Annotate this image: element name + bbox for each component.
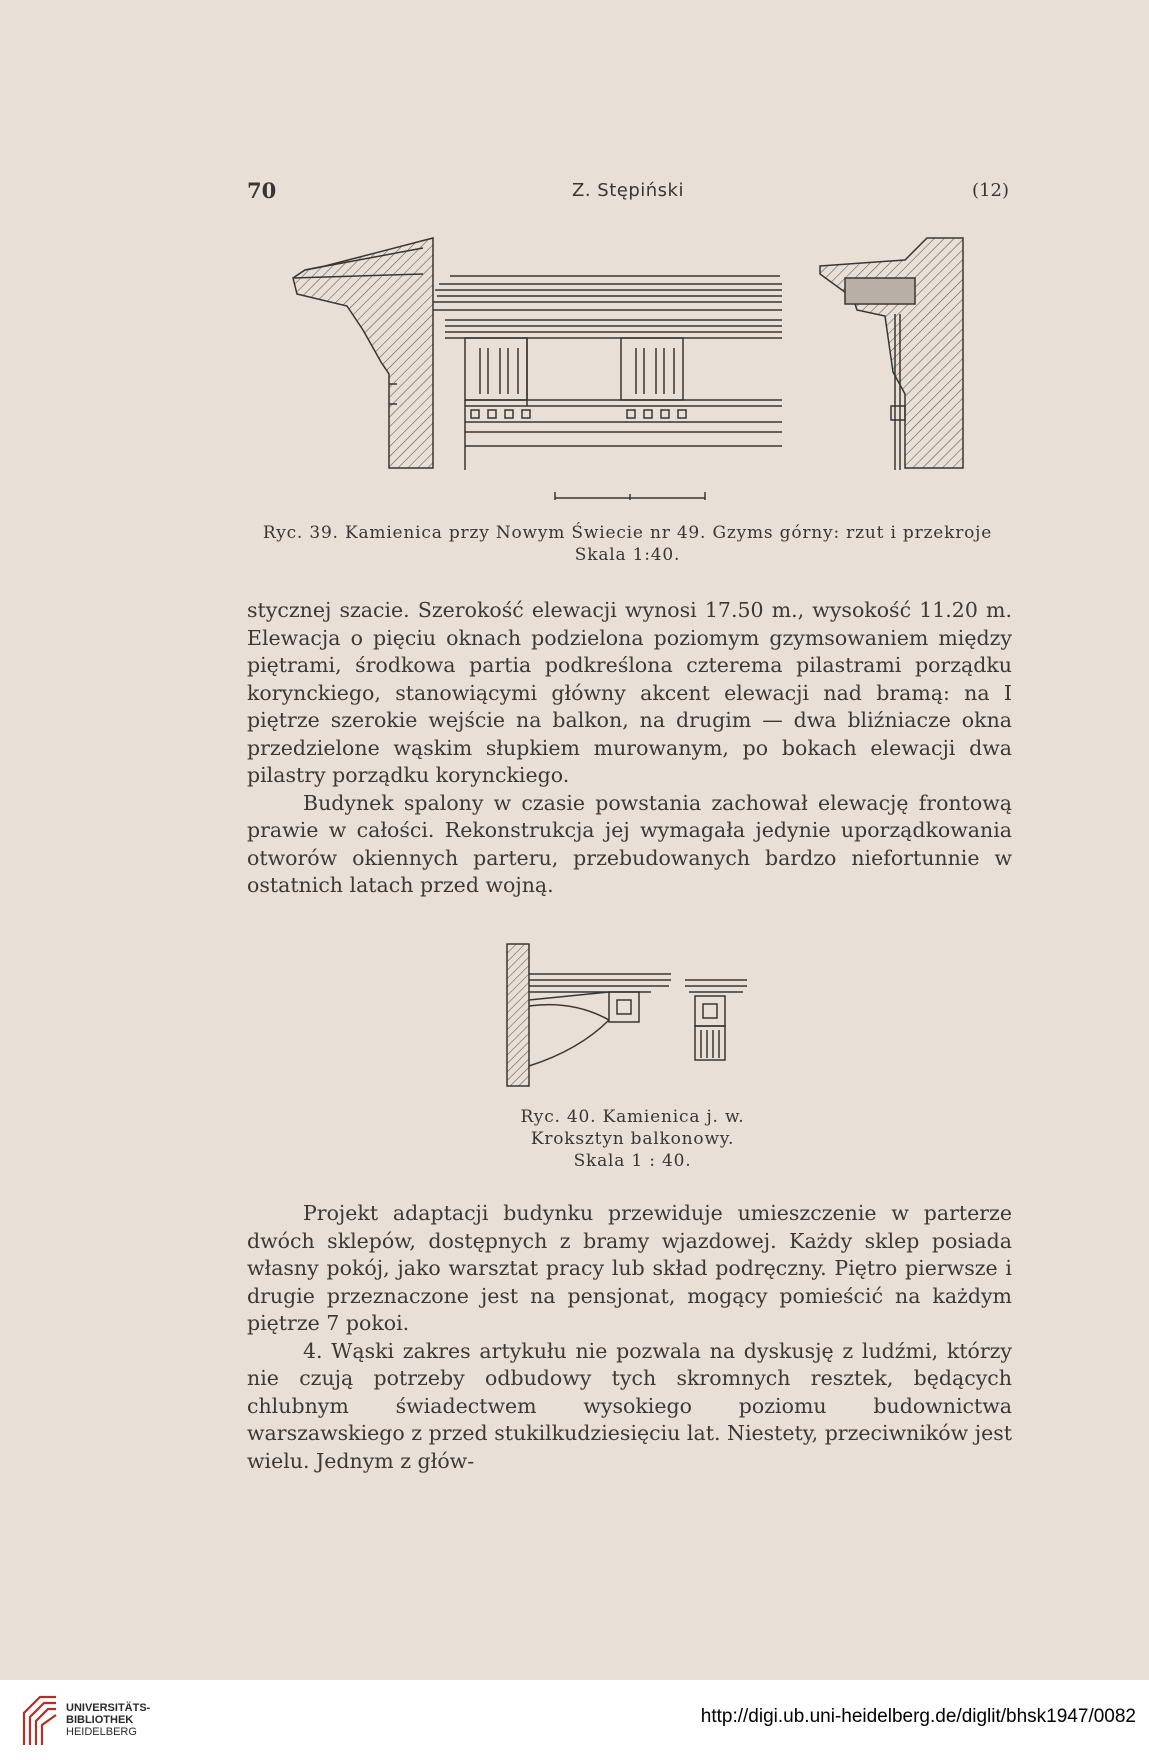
figure-40-caption-line3: Skala 1 : 40. — [573, 1151, 692, 1171]
paragraph: 4. Wąski zakres artykułu nie pozwala na dyskusję z ludźmi, którzy nie czują potrzeby odbudowy tych skromnych resztek, będących chlubnym świadectwem wysokiego poziomu budownictwa warszawskiego z przed stukilkudziesięciu lat. Niestety, przeciwników jest wielu. Jednym z głów- — [247, 1338, 1012, 1473]
figure-39-cornice-drawing — [285, 234, 985, 504]
figure-40-caption-line1: Ryc. 40. Kamienica j. w. — [520, 1107, 745, 1127]
library-name — [66, 1702, 150, 1738]
center-elevation — [433, 276, 782, 470]
left-section-profile — [293, 238, 433, 468]
right-section-profile — [820, 238, 963, 470]
bracket-drawing-svg — [503, 940, 763, 1090]
paragraph: Projekt adaptacji budynku przewiduje umieszczenie w parterze dwóch sklepów, dostępnych z bramy wjazdowej. Każdy sklep posiada własny pokój, jako warsztat pracy lub skład podręczny. Piętro pierwsze i drugie przeznaczone jest na pensjonat, mogący pomieścić na każdym piętrze 7 pokoi. — [247, 1201, 1012, 1335]
figure-39-caption-line2: Skala 1:40. — [574, 545, 681, 565]
body-text-section-a — [247, 597, 1012, 900]
source-url-link[interactable]: http://digi.ub.uni-heidelberg.de/diglit/bhsk1947/0082 — [700, 1706, 1136, 1727]
body-text-section-b — [247, 1200, 1012, 1475]
cornice-drawing-svg — [285, 234, 985, 504]
page-number: 70 — [247, 178, 277, 203]
figure-39-caption-line1: Ryc. 39. Kamienica przy Nowym Świecie nr 49. Gzyms górny: rzut i przekroje — [262, 523, 993, 543]
paragraph: Budynek spalony w czasie powstania zachował elewację frontową prawie w całości. Rekonstrukcja jej wymagała jedynie uporządkowania otworów okiennych parteru, przebudowanych bardzo niefortunnie w ostatnich latach przed wojną. — [247, 790, 1012, 897]
library-name-line3: HEIDELBERG — [66, 1726, 137, 1738]
scale-bar — [555, 492, 705, 500]
library-logo-icon — [20, 1693, 60, 1747]
digitization-footer — [0, 1680, 1149, 1760]
figure-40-bracket-drawing — [503, 940, 763, 1090]
running-title: Z. Stępiński — [572, 180, 684, 201]
library-name-line2: BIBLIOTHEK — [66, 1714, 134, 1726]
page-header — [247, 178, 1009, 208]
library-name-line1: UNIVERSITÄTS- — [66, 1702, 151, 1714]
bracket-front-view — [685, 980, 747, 1060]
part-number: (12) — [972, 180, 1009, 201]
paragraph: stycznej szacie. Szerokość elewacji wynosi 17.50 m., wysokość 11.20 m. Elewacja o pięciu oknach podzielona poziomym gzymsowaniem między piętrami, środkowa partia podkreślona czterema pilastrami porządku korynckiego, stanowiącymi główny akcent elewacji nad bramą: na I piętrze szerokie wejście na balkon, na drugim — dwa bliźniacze okna przedzielone wąskim słupkiem murowanym, po bokach elewacji dwa pilastry porządku korynckiego. — [247, 598, 1012, 787]
bracket-section — [507, 944, 671, 1086]
figure-39-caption — [240, 522, 1015, 566]
figure-40-caption — [460, 1106, 805, 1172]
figure-40-caption-line2: Kroksztyn balkonowy. — [530, 1129, 735, 1149]
